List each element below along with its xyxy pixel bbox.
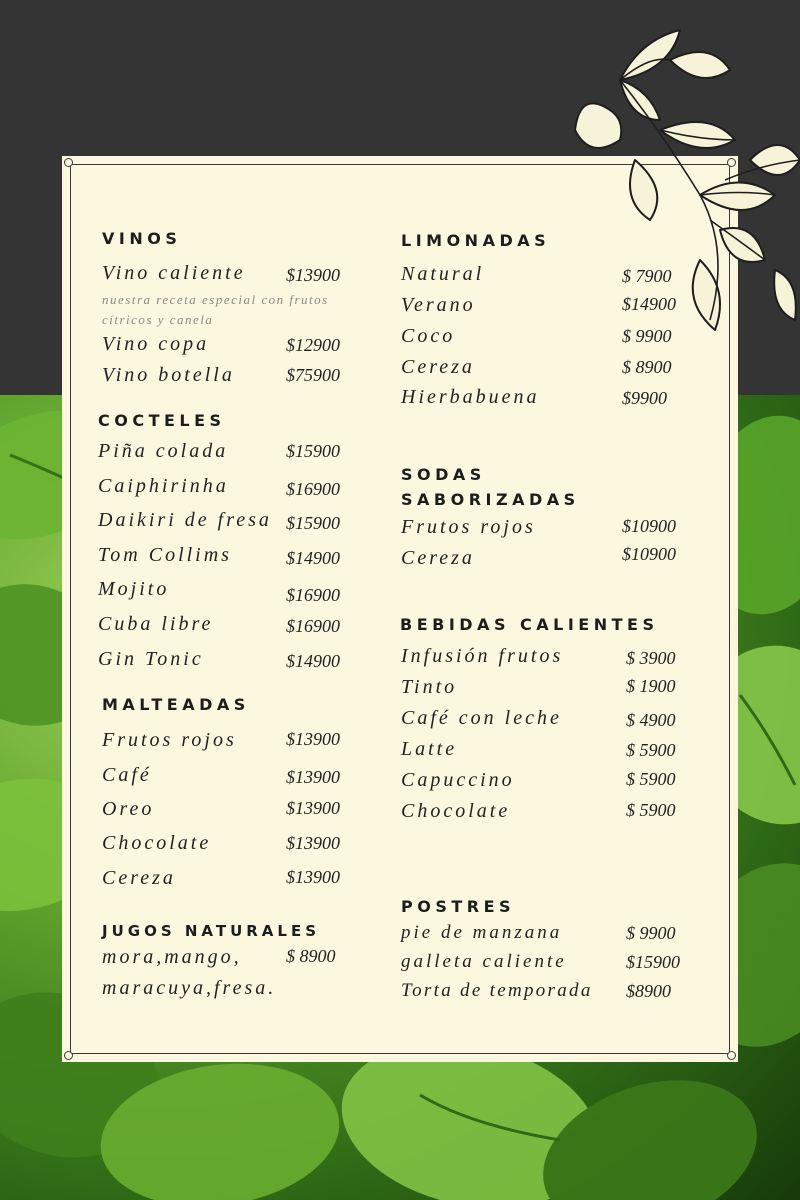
menu-item-price: $ 5900 xyxy=(626,800,676,820)
menu-item-name: Verano xyxy=(401,294,476,316)
menu-item-name: Chocolate xyxy=(401,800,511,822)
menu-item-description: nuestra receta especial con frutos cítricos y canela xyxy=(102,292,329,327)
menu-item-name: Torta de temporada xyxy=(401,980,593,1001)
section-title-sodas-line2: SABORIZADAS xyxy=(401,490,580,509)
menu-item-name: Latte xyxy=(401,738,458,760)
menu-item-name: galleta caliente xyxy=(401,951,567,972)
menu-item-name: Cereza xyxy=(401,547,475,569)
section-title-postres: POSTRES xyxy=(401,897,516,916)
section-title-malteadas: MALTEADAS xyxy=(102,695,250,714)
menu-item-price: $13900 xyxy=(286,798,340,818)
menu-item-price: $16900 xyxy=(286,479,340,499)
menu-item-name: Coco xyxy=(401,325,456,347)
menu-item-name: Piña colada xyxy=(98,440,229,462)
menu-item-name: Frutos rojos xyxy=(401,516,536,538)
basil-leaf-icon xyxy=(560,20,800,350)
menu-item-name: Infusión frutos xyxy=(401,645,564,667)
menu-item-price: $15900 xyxy=(626,952,680,972)
menu-item-name: Chocolate xyxy=(102,832,212,854)
menu-item-price: $13900 xyxy=(286,265,340,285)
menu-item-price: $ 1900 xyxy=(626,676,676,696)
section-title-sodas: SODAS xyxy=(401,465,486,484)
menu-item-price: $ 3900 xyxy=(626,648,676,668)
menu-item-price: $14900 xyxy=(622,294,676,314)
menu-item-name: Daikiri de fresa xyxy=(98,509,272,531)
menu-item-price: $ 8900 xyxy=(286,946,336,966)
menu-item-name: Vino copa xyxy=(102,333,210,355)
menu-item-price: $14900 xyxy=(286,548,340,568)
menu-item-price: $13900 xyxy=(286,767,340,787)
menu-item-name: Gin Tonic xyxy=(98,648,204,670)
menu-item-name: Capuccino xyxy=(401,769,515,791)
menu-item-price: $9900 xyxy=(622,388,667,408)
menu-item-price: $16900 xyxy=(286,616,340,636)
menu-item-price: $16900 xyxy=(286,585,340,605)
menu-item-name: Cereza xyxy=(401,356,475,378)
menu-item-price: $ 5900 xyxy=(626,769,676,789)
menu-item-name: Hierbabuena xyxy=(401,386,540,408)
menu-item-price: $15900 xyxy=(286,513,340,533)
menu-item-price: $8900 xyxy=(626,981,671,1001)
corner-dot xyxy=(727,1051,736,1060)
corner-dot xyxy=(64,158,73,167)
menu-item-price: $10900 xyxy=(622,516,676,536)
menu-item-name: Vino botella xyxy=(102,364,235,386)
menu-item-price: $14900 xyxy=(286,651,340,671)
menu-item-price: $15900 xyxy=(286,441,340,461)
corner-dot xyxy=(64,1051,73,1060)
menu-item-price: $12900 xyxy=(286,335,340,355)
menu-item-price: $ 8900 xyxy=(622,357,672,377)
menu-item-name: Mojito xyxy=(98,578,170,600)
menu-item-price: $ 9900 xyxy=(626,923,676,943)
menu-item-name: pie de manzana xyxy=(401,922,563,943)
menu-item-name: Oreo xyxy=(102,798,155,820)
menu-item-name: maracuya,fresa. xyxy=(102,977,277,999)
section-title-cocteles: COCTELES xyxy=(98,411,226,430)
menu-item-name: Natural xyxy=(401,263,485,285)
menu-item-price: $ 5900 xyxy=(626,740,676,760)
section-title-limonadas: LIMONADAS xyxy=(401,231,551,250)
menu-item-price: $ 7900 xyxy=(622,266,672,286)
menu-item-name: Caiphirinha xyxy=(98,475,229,497)
menu-item-name: Café con leche xyxy=(401,707,562,729)
menu-item-price: $13900 xyxy=(286,867,340,887)
menu-item-price: $13900 xyxy=(286,729,340,749)
section-title-calientes: BEBIDAS CALIENTES xyxy=(400,615,659,634)
menu-item-price: $13900 xyxy=(286,833,340,853)
menu-item-name: Vino caliente xyxy=(102,262,246,284)
menu-item-name: Tom Collims xyxy=(98,544,232,566)
menu-item-name: mora,mango, xyxy=(102,946,242,968)
menu-item-name: Tinto xyxy=(401,676,458,698)
section-title-jugos: JUGOS NATURALES xyxy=(102,922,321,940)
section-title-vinos: VINOS xyxy=(102,229,182,248)
menu-item-name: Frutos rojos xyxy=(102,729,237,751)
menu-item-price: $ 9900 xyxy=(622,326,672,346)
menu-item-name: Cereza xyxy=(102,867,176,889)
menu-item-price: $10900 xyxy=(622,544,676,564)
menu-item-price: $ 4900 xyxy=(626,710,676,730)
menu-item-price: $75900 xyxy=(286,365,340,385)
menu-item-name: Cuba libre xyxy=(98,613,214,635)
menu-item-name: Café xyxy=(102,764,152,786)
